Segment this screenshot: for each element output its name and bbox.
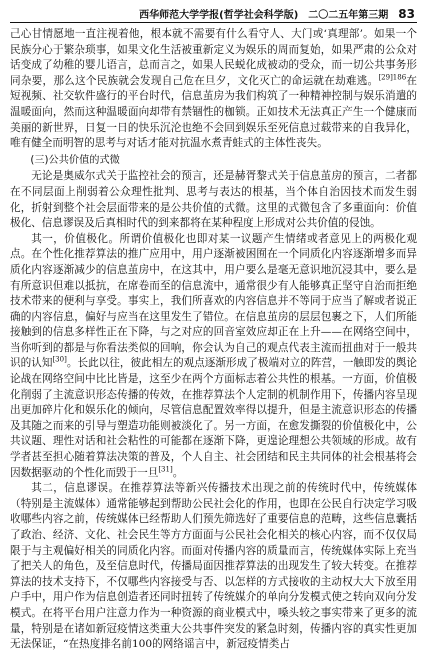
- paragraph: 己心甘情愿地一直注视着他，根本就不需要有什么看守人、大门或‘真理部’。如果一个民族分心于繁杂琐事，如果文化生活被重新定义为娱乐的周而复始，如果严肃的公众对话变成了幼稚的婴儿语言，总而言之，如果人民蜕化成被动的受众，而一切公共事务形同杂要，那么这个民族就会发现自己危在旦夕，文化灭亡的命运就在劫难逃。$^{[29]186}$在短视频、社交软件盛行的平台时代，信息茧房为我们构筑了一种精神控制与娱乐消遣的温暖面向，然而这种温暖面向却带有禁锢性的枷锁。正如技术无法真正产生一个健康而美丽的新世界，日复一日的快乐沉沦也绝不会回到娱乐至死信息过载带来的自我异化，唯有健全而明智的思考与对话才能对抗温水煮青蛙式的主体性丧失。: [10, 28, 418, 150]
- running-header: [10, 6, 417, 20]
- paragraph: 其二，信息谬误。在推荐算法等新兴传播技术出现之前的传统时代中，传统媒体（特别是主流媒体）通常能够起到帮助公民社会化的作用，也即在公民自行决定学习吸收哪些内容之前，传统媒体已经帮助人们预先筛选好了重要信息的范畴，这些信息囊括了政治、经济、文化、社会民生等方方面面与公民社会化相关的核心内容，而不仅仅局限于与主观偏好相关的同质化内容。而面对传播内容的质量而言，传统媒体实际上充当了把关人的角色，及至信息时代，传播局面因推荐算法的出现发生了较大转变。在推荐算法的技术支持下，不仅哪些内容接受与否、以怎样的方式接收的主动权大大下放至用户手中，用户作为信息创造者还同时扭转了传统媒介的单向分发模式使之转向双向分发模式。在将平台用户注意力作为一种资源的商业模式中，嗓头较之事实带来了更多的流量，特别是在诸如新冠疫情这类重大公共事件突发的紧急时刻，传播内容的真实性更加无法保证，“在热度排名前100的网络谣言中，新冠疫情类占: [10, 482, 417, 651]
- paragraph: 无论是奥威尔式关于监控社会的预言，还是赫胥黎式关于信息茧房的预言，二者都在不同层面上削弱着公众理性批判、思考与表达的根基，当个体自治因技术而发生弱化，折射到整个社会层面带来的是公共价值的式微。这里的式微包含了多重面向：价值极化、信息谬误及后真相时代的到来都将在某种程度上形成对公共价值的侵蚀。: [10, 170, 417, 230]
- header-rule: [10, 22, 417, 23]
- paragraph: 其一，价值极化。所谓价值极化也即对某一议题产生情绪或者意见上的两极化观点。在个性化推荐算法的推广应用中，用户逐渐被困囿在一个同质化内容逐渐增多而异质化内容逐渐减少的信息茧房中，在这其中，用户要么是毫无意识地沉浸其中，要么是有所意识但难以抵抗，在席卷而至的信息流中，通常很少有人能够真正坚守自治而拒绝技术带来的便利与享受。事实上，我们所喜欢的内容信息并不等同于应当了解或者说正确的内容信息，偏好与应当在这里发生了错位。在信息茧房的层层包裹之下，人们所能接触到的信息多样性正在下降，与之对应的回音室效应却正在上升——在网络空间中，当你听到的都是与你看法类似的回响，你会认为自己的观点代表主流而扭曲对于一般共识的认知[30]。长此以往，彼此相左的观点逐渐形成了极端对立的阵营，一触即发的舆论论战在网络空间中比比皆是，这至少在两个方面标志着公共性的根基。一方面，价值极化削弱了主流意识形态传播的传效，在推荐算法个人定制的机制作用下，传播内容呈现出更加碎片化和娱乐化的倾向，尽管信息配置效率得以提升，但是主流意识形态的传播及其随之而来的引导与塑造功能则被淡化了。另一方面，在愈发撕裂的价值极化中，公共议题、理性对话和社会粘性的可能都在逐渐下降，更遑论理想公共领域的形成。故有学者甚至担心随着算法决策的普及，个人自主、社会团结和民主共同体的社会根基将会因数据驱动的个性化而毁于一旦[31]。: [10, 232, 418, 479]
- journal-title: 西华师范大学学报(哲学社会科学版): [139, 10, 299, 21]
- citation: [31]: [158, 465, 173, 474]
- section-subheading: (三)公共价值的式微: [30, 154, 120, 166]
- page-number: 83: [398, 7, 415, 21]
- article-body: [10, 27, 417, 653]
- citation: [30]: [52, 355, 67, 364]
- issue-label: 二〇二五年第三期: [308, 10, 389, 21]
- citation: [29]186: [378, 73, 407, 82]
